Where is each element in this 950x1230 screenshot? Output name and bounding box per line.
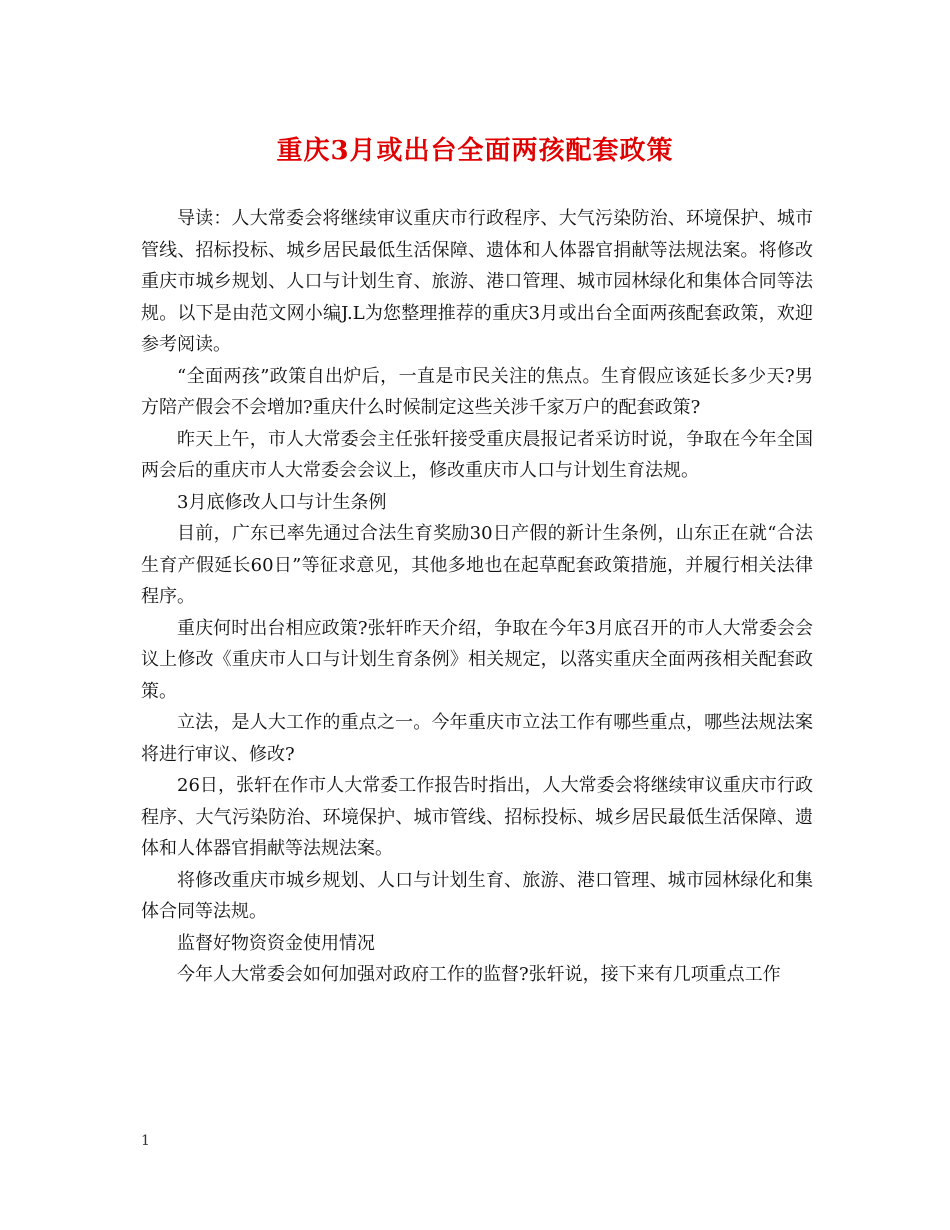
paragraph: “全面两孩”政策自出炉后，一直是市民关注的焦点。生育假应该延长多少天?男方陪产假会不会增加?重庆什么时候制定这些关涉千家万户的配套政策? <box>141 365 813 418</box>
paragraph-intro: 导读：人大常委会将继续审议重庆市行政程序、大气污染防治、环境保护、城市管线、招标投标、城乡居民最低生活保障、遗体和人体器官捐献等法规法案。将修改重庆市城乡规划、人口与计划生育、旅游、港口管理、城市园林绿化和集体合同等法规。以下是由范文网小编J.L为您整理推荐的重庆3月或出台全面两孩配套政策，欢迎参考阅读。 <box>141 208 813 355</box>
document-body <box>141 203 813 991</box>
paragraph: 重庆何时出台相应政策?张轩昨天介绍，争取在今年3月底召开的市人大常委会会议上修改《重庆市人口与计划生育条例》相关规定，以落实重庆全面两孩相关配套政策。 <box>141 617 813 702</box>
section-heading: 3月底修改人口与计生条例 <box>177 491 387 513</box>
page-number: 1 <box>141 1133 150 1149</box>
paragraph: 26日，张轩在作市人大常委工作报告时指出，人大常委会将继续审议重庆市行政程序、大气污染防治、环境保护、城市管线、招标投标、城乡居民最低生活保障、遗体和人体器官捐献等法规法案。 <box>141 775 813 859</box>
section-heading: 监督好物资资金使用情况 <box>177 932 375 954</box>
paragraph: 今年人大常委会如何加强对政府工作的监督?张轩说，接下来有几项重点工作 <box>177 964 781 985</box>
paragraph: 目前，广东已率先通过合法生育奖励30日产假的新计生条例，山东正在就“合法生育产假延长60日”等征求意见，其他多地也在起草配套政策措施，并履行相关法律程序。 <box>141 523 813 607</box>
paragraph: 昨天上午，市人大常委会主任张轩接受重庆晨报记者采访时说，争取在今年全国两会后的重庆市人大常委会会议上，修改重庆市人口与计划生育法规。 <box>141 428 813 481</box>
paragraph: 立法，是人大工作的重点之一。今年重庆市立法工作有哪些重点，哪些法规法案将进行审议、修改? <box>141 712 813 765</box>
paragraph: 将修改重庆市城乡规划、人口与计划生育、旅游、港口管理、城市园林绿化和集体合同等法规。 <box>141 869 813 922</box>
document-title: 重庆3月或出台全面两孩配套政策 <box>276 136 674 166</box>
